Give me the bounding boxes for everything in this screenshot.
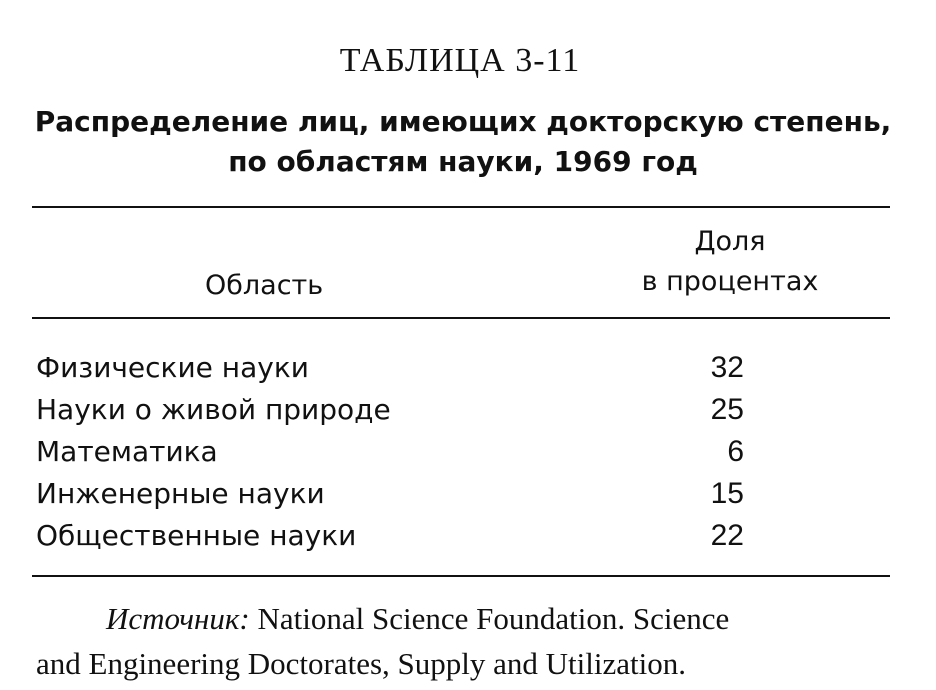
column-header-area: Область <box>205 270 324 301</box>
column-header-share-line-1: Доля <box>694 226 766 257</box>
table-row <box>36 473 836 515</box>
table-row <box>36 389 836 431</box>
table-row <box>36 515 836 557</box>
table-row <box>36 431 836 473</box>
row-share: 6 <box>727 435 744 468</box>
row-share: 25 <box>710 393 744 426</box>
row-share: 15 <box>710 477 744 510</box>
column-header-share-line-2: в процентах <box>641 266 819 297</box>
table-number: ТАБЛИЦА 3-11 <box>339 42 581 79</box>
table-title <box>0 102 926 182</box>
bottom-rule <box>32 575 890 577</box>
row-area: Общественные науки <box>36 519 357 552</box>
source-text-line-2: and Engineering Doctorates, Supply and Utilization. <box>36 646 686 681</box>
table-row <box>36 347 836 389</box>
source-line-1 <box>36 596 906 641</box>
top-rule <box>32 206 890 208</box>
row-area: Физические науки <box>36 351 309 384</box>
row-share: 22 <box>710 519 744 552</box>
row-share: 32 <box>710 351 744 384</box>
row-area: Инженерные науки <box>36 477 325 510</box>
source-label: Источник: <box>106 601 250 636</box>
table-title-line-1: Распределение лиц, имеющих докторскую степень, <box>34 105 892 138</box>
table-body <box>36 347 836 557</box>
row-area: Науки о живой природе <box>36 393 391 426</box>
source-note <box>36 596 906 686</box>
row-area: Математика <box>36 435 218 468</box>
source-text-line-1: National Science Foundation. Science <box>257 601 730 636</box>
table-title-line-2: по областям науки, 1969 год <box>228 145 698 178</box>
column-header-share <box>620 222 840 302</box>
header-rule <box>32 317 890 319</box>
